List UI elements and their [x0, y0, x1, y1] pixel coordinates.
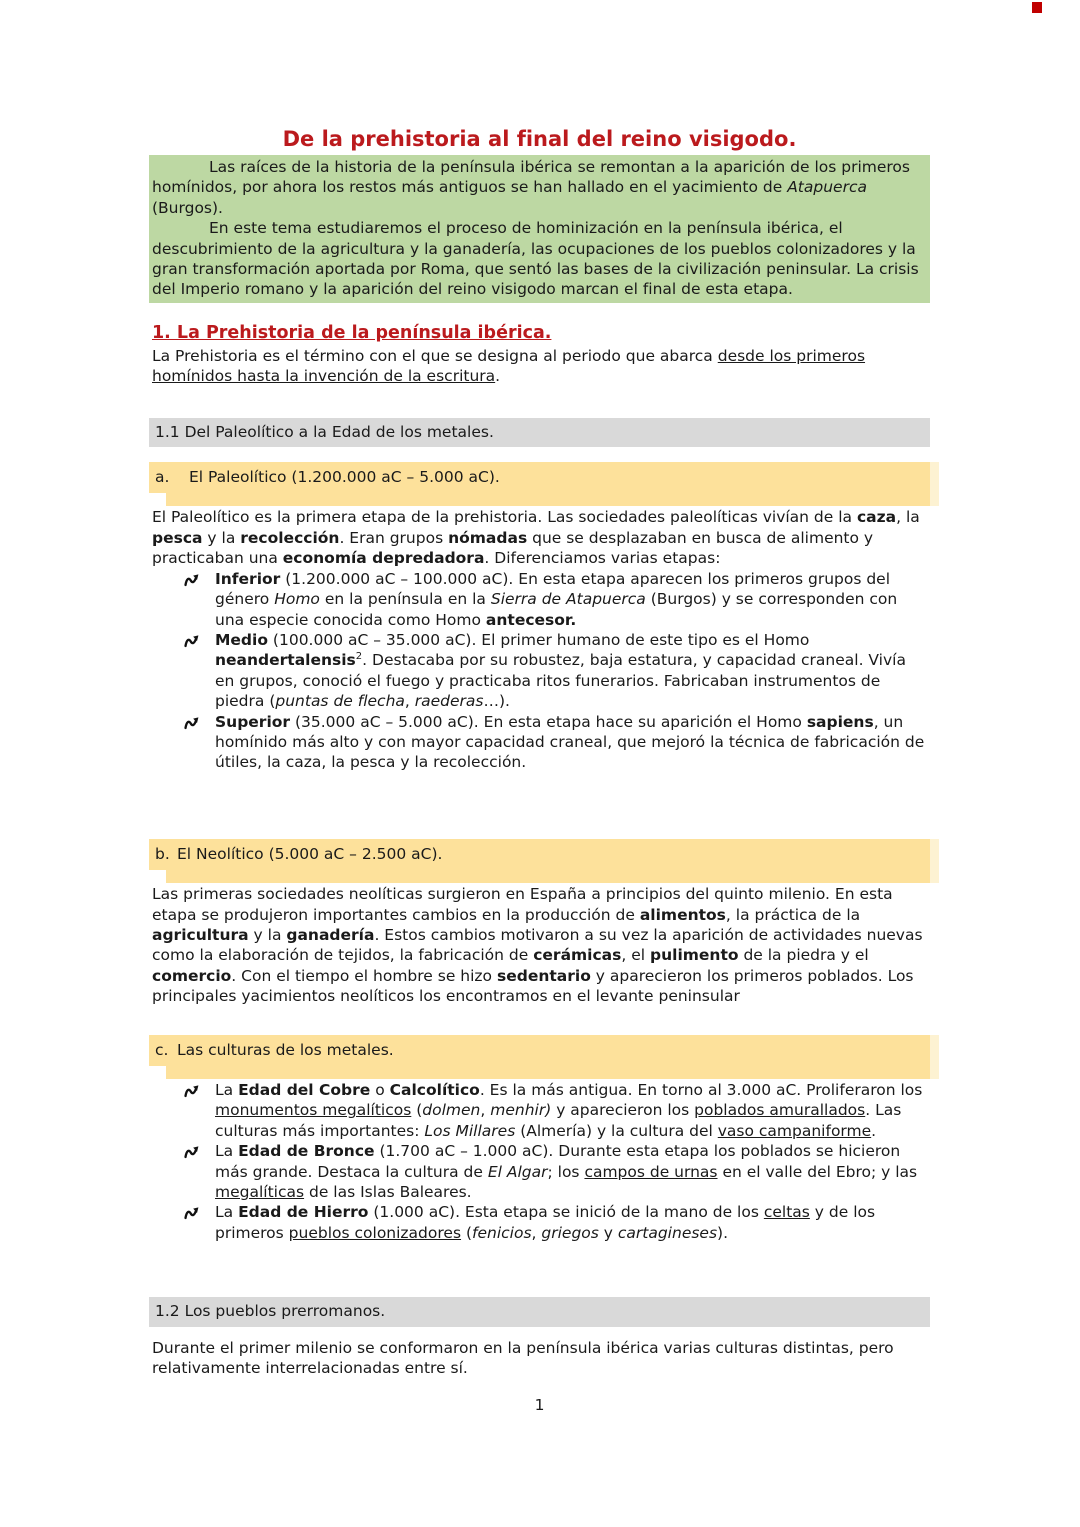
subheading-b-title: El Neolítico (5.000 aC – 2.500 aC).	[177, 844, 443, 863]
bullet-text: Medio (100.000 aC – 35.000 aC). El primer humano de este tipo es el Homo neandertalensis$^2$. Destacaba por su robustez, baja estatura, y capacidad craneal. Vivía en grupos, conoció el fuego y practicaba ritos funerarios. Fabricaban instrumentos de piedra (puntas de flecha, raederas…).	[215, 630, 906, 711]
subheading-c-label: c.	[155, 1040, 169, 1059]
wave-arrow-bullet-icon	[184, 1144, 200, 1158]
page-title: De la prehistoria al final del reino visigodo.	[282, 127, 797, 151]
subheading-a-line	[149, 462, 930, 493]
list-item	[149, 569, 930, 630]
corner-mark	[1032, 2, 1042, 13]
metal-ages-bullet-list	[149, 1080, 930, 1243]
wave-arrow-bullet-icon	[184, 1205, 200, 1219]
spacer	[149, 773, 930, 824]
subheading-c-tail	[166, 1066, 930, 1079]
bullet-text: Inferior (1.200.000 aC – 100.000 aC). En esta etapa aparecen los primeros grupos del género Homo en la península en la Sierra de Atapuerca (Burgos) y se corresponden con una especie conocida como Homo antecesor.	[215, 569, 898, 629]
document-content	[149, 0, 930, 1416]
neolithic-paragraph: Las primeras sociedades neolíticas surgieron en España a principios del quinto milenio. En esta etapa se produjeron importantes cambios en la producción de alimentos, la práctica de la agricultura y la ganadería. Estos cambios motivaron a su vez la aparición de actividades nuevas como la elaboración de tejidos, la fabricación de cerámicas, el pulimento de la piedra y el comercio. Con el tiempo el hombre se hizo sedentario y aparecieron los primeros poblados. Los principales yacimientos neolíticos los encontramos en el levante peninsular	[152, 885, 923, 1006]
subheading-b	[149, 839, 930, 883]
prerroman-paragraph: Durante el primer milenio se conformaron en la península ibérica varias culturas distintas, pero relativamente interrelacionadas entre sí.	[152, 1338, 894, 1378]
bullet-text: La Edad del Cobre o Calcolítico. Es la más antigua. En torno al 3.000 aC. Proliferaron los monumentos megalíticos (dolmen, menhir) y aparecieron los poblados amurallados. Las culturas más importantes: Los Millares (Almería) y la cultura del vaso campaniforme.	[215, 1081, 923, 1140]
list-item	[149, 1080, 930, 1141]
spacer	[149, 1243, 930, 1297]
subheading-b-tail	[166, 870, 930, 883]
list-item	[149, 1141, 930, 1202]
subheading-a	[149, 462, 930, 506]
intro-highlight-box	[149, 155, 930, 303]
list-item	[149, 1202, 930, 1243]
wave-arrow-bullet-icon	[184, 633, 200, 647]
section-1-heading: 1. La Prehistoria de la península ibérica.	[152, 322, 552, 343]
paleolithic-bullet-list	[149, 569, 930, 773]
intro-paragraph-1: Las raíces de la historia de la península ibérica se remontan a la aparición de los primeros homínidos, por ahora los restos más antiguos se han hallado en el yacimiento de Atapuerca (Burgos).	[152, 158, 910, 217]
subsection-1-2-heading: 1.2 Los pueblos prerromanos.	[149, 1297, 930, 1326]
spacer	[149, 1007, 930, 1020]
list-item	[149, 630, 930, 712]
wave-arrow-bullet-icon	[184, 572, 200, 586]
intro-paragraph-2: En este tema estudiaremos el proceso de hominización en la península ibérica, el descubrimiento de la agricultura y la ganadería, las ocupaciones de los pueblos colonizadores y la gran transformación aportada por Roma, que sentó las bases de la civilización peninsular. La crisis del Imperio romano y la aparición del reino visigodo marcan el final de esta etapa.	[152, 219, 919, 299]
subheading-b-label: b.	[155, 844, 170, 863]
subheading-a-title: El Paleolítico (1.200.000 aC – 5.000 aC).	[189, 468, 500, 487]
subheading-c-title: Las culturas de los metales.	[177, 1040, 394, 1059]
wave-arrow-bullet-icon	[184, 1083, 200, 1097]
page-number: 1	[534, 1396, 545, 1415]
subheading-a-label: a.	[155, 468, 170, 487]
wave-arrow-bullet-icon	[184, 715, 200, 729]
bullet-text: La Edad de Bronce (1.700 aC – 1.000 aC). Durante esta etapa los poblados se hicieron más grande. Destaca la cultura de El Algar; los campos de urnas en el valle del Ebro; y las megalíticas de las Islas Baleares.	[215, 1142, 918, 1202]
subheading-c-line	[149, 1035, 930, 1066]
list-item	[149, 712, 930, 773]
bullet-text: La Edad de Hierro (1.000 aC). Esta etapa se inició de la mano de los celtas y de los primeros pueblos colonizadores (fenicios, griegos y cartagineses).	[215, 1203, 876, 1242]
subsection-1-1-heading: 1.1 Del Paleolítico a la Edad de los metales.	[149, 418, 930, 447]
subheading-c	[149, 1035, 930, 1079]
section-1-lead: La Prehistoria es el término con el que se designa al periodo que abarca desde los primeros homínidos hasta la invención de la escritura.	[152, 346, 866, 386]
subheading-b-line	[149, 839, 930, 870]
bullet-text: Superior (35.000 aC – 5.000 aC). En esta etapa hace su aparición el Homo sapiens, un homínido más alto y con mayor capacidad craneal, que mejoró la técnica de fabricación de útiles, la caza, la pesca y la recolección.	[215, 712, 925, 772]
paleolithic-paragraph: El Paleolítico es la primera etapa de la prehistoria. Las sociedades paleolíticas vivían de la caza, la pesca y la recolección. Eran grupos nómadas que se desplazaban en busca de alimento y practicaban una economía depredadora. Diferenciamos varias etapas:	[152, 508, 920, 568]
subheading-a-tail	[166, 493, 930, 506]
